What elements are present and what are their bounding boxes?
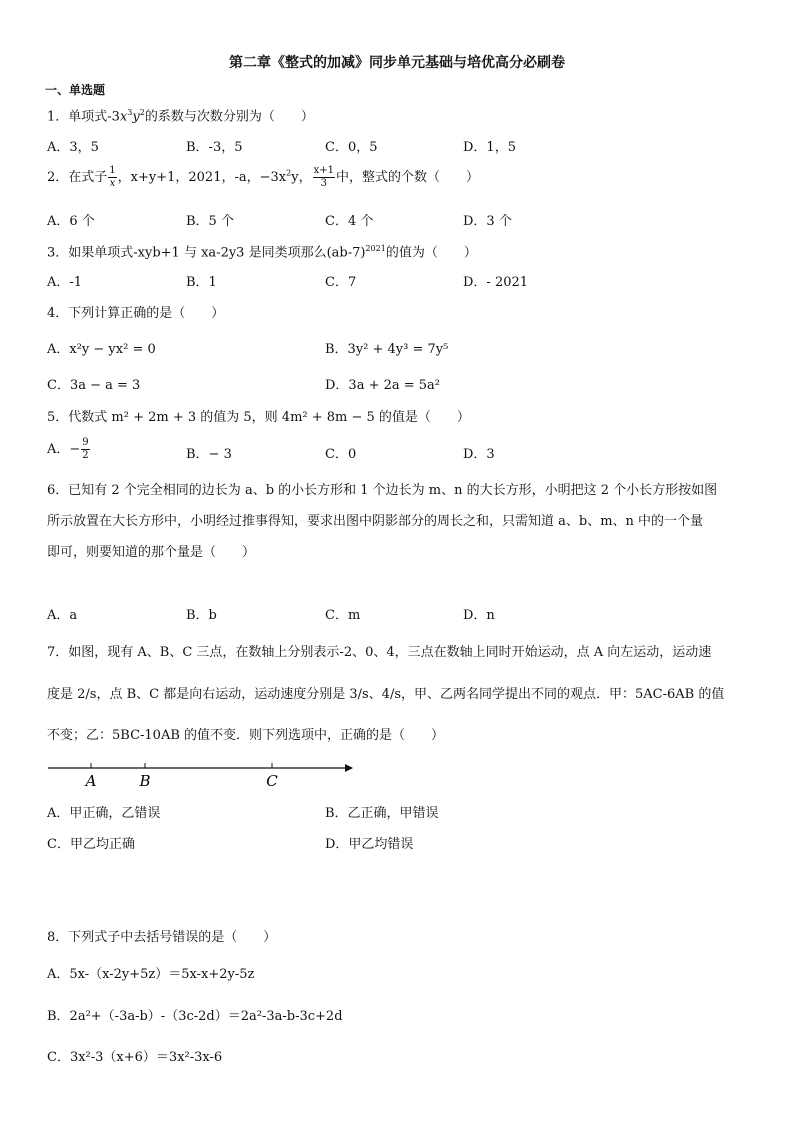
worksheet-title: 第二章《整式的加减》同步单元基础与培优高分必刷卷 (229, 55, 565, 71)
q2-exp: 2 (286, 168, 292, 178)
q4-option-b[interactable]: B．3y² + 4y³ = 7y⁵ (325, 342, 449, 357)
question-5-stem: 5．代数式 m² + 2m + 3 的值为 5，则 4m² + 8m − 5 的值是（ ） (47, 410, 470, 425)
q6-option-a[interactable]: A．a (47, 608, 78, 623)
q3-option-d[interactable]: D．- 2021 (463, 275, 529, 290)
q2-text-post: 中，整式的个数（ ） (335, 170, 479, 185)
q6-option-d[interactable]: D．n (463, 608, 495, 623)
q8-option-b[interactable]: B．2a²+（-3a-b）-（3c-2d）＝2a²-3a-b-3c+2d (47, 1009, 343, 1024)
question-2-stem (47, 166, 479, 189)
q5-option-c[interactable]: C．0 (325, 447, 357, 462)
q3-exp: 2021 (365, 244, 386, 253)
q1-option-a[interactable]: A．3，5 (47, 140, 99, 155)
q5-option-d[interactable]: D．3 (463, 447, 495, 462)
q2-text-mid: ，x+y+1，2021，-a，−3x (117, 170, 287, 185)
q4-option-c[interactable]: C．3a − a = 3 (47, 378, 141, 393)
q3-option-b[interactable]: B．1 (186, 275, 217, 290)
q3-text-pre: 3．如果单项式-xyb+1 与 xa-2y3 是同类项那么(ab-7) (47, 245, 366, 261)
q5-option-b[interactable]: B．− 3 (186, 447, 232, 462)
number-line-figure (45, 750, 355, 795)
q1-exp-y: 2 (139, 108, 145, 117)
q2-frac2-den: 3 (320, 178, 327, 189)
q5-optA-num: 9 (82, 437, 89, 448)
q1-var-y: y (132, 109, 140, 125)
q6-option-b[interactable]: B．b (186, 608, 217, 623)
q1-text-pre: 1．单项式-3 (47, 109, 120, 125)
q2-option-d[interactable]: D．3 个 (463, 214, 512, 229)
q2-text-mid2: y， (291, 170, 312, 185)
q2-frac2-num: x+1 (313, 165, 334, 176)
q2-frac1-den: x (109, 178, 116, 189)
number-line-arrow (345, 764, 353, 772)
q7-option-c[interactable]: C．甲乙均正确 (47, 837, 135, 852)
question-6-line-2: 所示放置在大长方形中，小明经过推事得知，要求出图中阴影部分的周长之和，只需知道 a、b、m、n 中的一个量 (47, 514, 704, 529)
q1-option-b[interactable]: B．-3，5 (186, 140, 243, 155)
q3-option-c[interactable]: C．7 (325, 275, 357, 290)
q7-option-d[interactable]: D．甲乙均错误 (325, 837, 414, 852)
q8-option-a[interactable]: A．5x-（x-2y+5z）＝5x-x+2y-5z (47, 967, 255, 982)
label-point-a: A (85, 772, 97, 790)
q3-option-a[interactable]: A．-1 (47, 275, 83, 290)
q1-exp-x: 3 (127, 108, 133, 117)
q1-option-d[interactable]: D．1，5 (463, 140, 516, 155)
label-point-b: B (139, 772, 151, 790)
q7-option-a[interactable]: A．甲正确，乙错误 (47, 806, 161, 821)
q4-option-a[interactable]: A．x²y − yx² = 0 (47, 342, 156, 357)
q5-optA-fraction (81, 438, 89, 461)
question-7-line-1: 7．如图，现有 A、B、C 三点，在数轴上分别表示-2、0、4，三点在数轴上同时开始运动，点 A 向左运动，运动速 (47, 645, 712, 660)
q2-frac1-num: 1 (109, 165, 116, 176)
q2-fraction-1 (108, 166, 116, 189)
q5-optA-den: 2 (82, 450, 89, 461)
question-6-line-3: 即可，则要知道的那个量是（ ） (47, 545, 256, 560)
q2-fraction-2 (313, 166, 335, 189)
question-8-stem: 8．下列式子中去括号错误的是（ ） (47, 930, 277, 945)
q6-option-c[interactable]: C．m (325, 608, 361, 623)
q8-option-c[interactable]: C．3x²-3（x+6）＝3x²-3x-6 (47, 1050, 223, 1065)
q4-option-d[interactable]: D．3a + 2a = 5a² (325, 378, 441, 393)
label-point-c: C (266, 772, 278, 790)
question-6-line-1: 6．已知有 2 个完全相同的边长为 a、b 的小长方形和 1 个边长为 m、n 的大长方形，小明把这 2 个小长方形按如图 (47, 483, 718, 498)
q2-option-b[interactable]: B．5 个 (186, 214, 234, 229)
q1-var-x: x (119, 109, 128, 125)
question-7-line-2: 度是 2/s，点 B、C 都是向右运动，运动速度分别是 3/s、4/s，甲、乙两名同学提出不同的观点．甲：5AC-6AB 的值 (47, 687, 725, 702)
q7-option-b[interactable]: B．乙正确，甲错误 (325, 806, 439, 821)
q2-option-a[interactable]: A．6 个 (47, 214, 95, 229)
q1-text-post: 的系数与次数分别为（ ） (144, 109, 314, 125)
q3-text-post: 的值为（ ） (385, 245, 477, 261)
q1-option-c[interactable]: C．0，5 (325, 140, 378, 155)
q5-option-a[interactable] (47, 438, 91, 461)
q2-text-pre: 2．在式子 (47, 170, 108, 185)
question-1-stem (47, 108, 314, 125)
question-7-line-3: 不变；乙：5BC-10AB 的值不变．则下列选项中，正确的是（ ） (47, 728, 445, 743)
question-4-stem: 4．下列计算正确的是（ ） (47, 306, 225, 321)
section-heading: 一、单选题 (45, 83, 106, 97)
q5-optA-prefix: A．− (47, 442, 81, 457)
question-3-stem (47, 244, 477, 261)
q2-option-c[interactable]: C．4 个 (325, 214, 374, 229)
